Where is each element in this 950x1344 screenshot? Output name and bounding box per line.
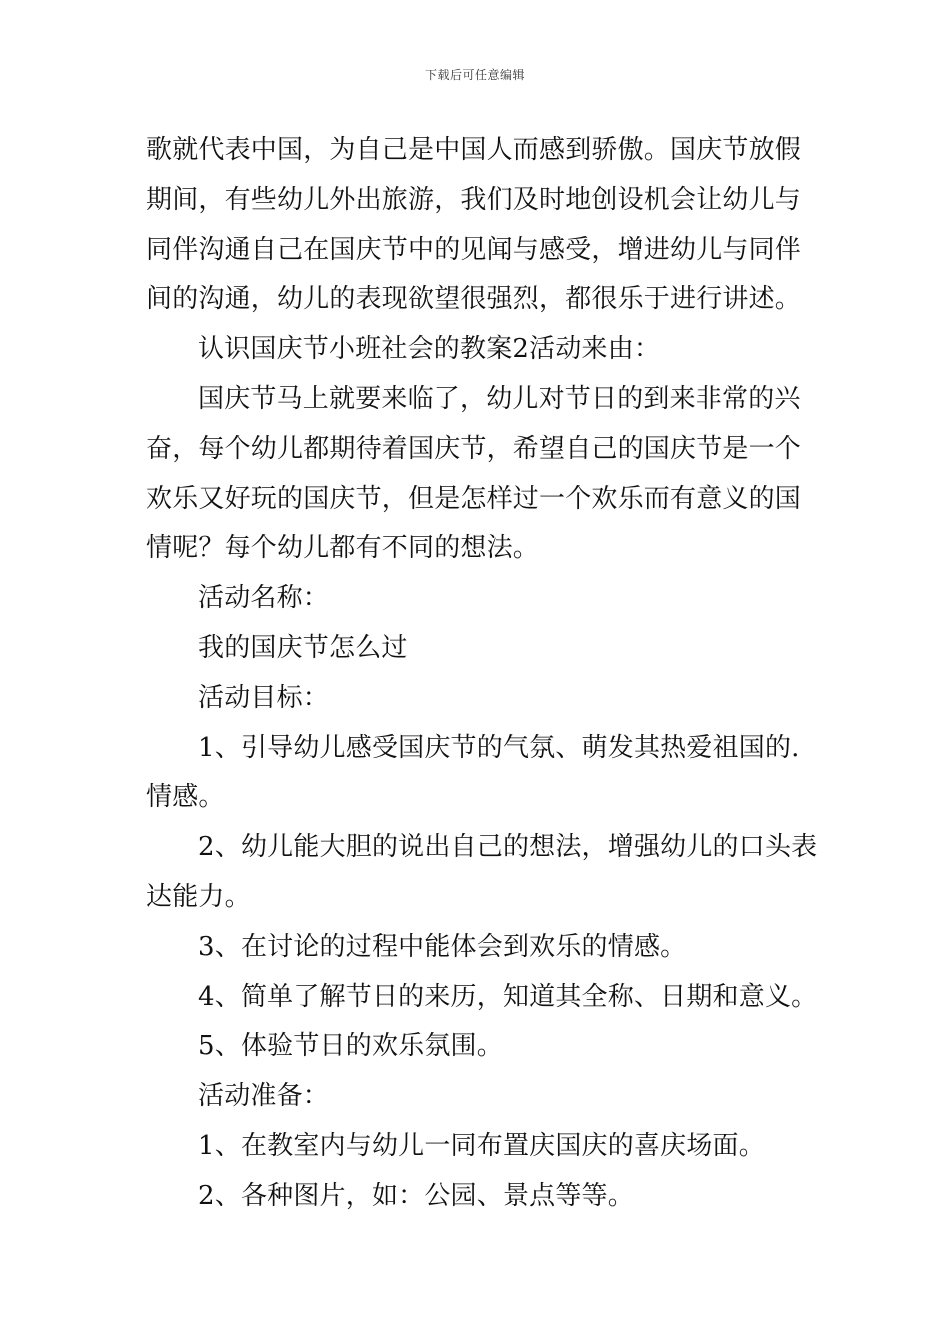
- section-heading: 认识国庆节小班社会的教案2活动来由：: [198, 334, 661, 365]
- section-heading: 活动目标：: [198, 682, 330, 713]
- text-line: 国庆节马上就要来临了，幼儿对节日的到来非常的兴: [198, 383, 801, 414]
- page-header: 下载后可任意编辑: [424, 68, 525, 82]
- text-line: 我的国庆节怎么过: [198, 632, 408, 663]
- text-line: 歌就代表中国，为自己是中国人而感到骄傲。国庆节放假: [146, 135, 802, 165]
- list-item: 3、在讨论的过程中能体会到欢乐的情感。: [198, 931, 687, 962]
- text-line: 情呢？每个幼儿都有不同的想法。: [146, 533, 540, 564]
- list-item: 2、幼儿能大胆的说出自己的想法，增强幼儿的口头表: [198, 832, 818, 863]
- text-line: 情感。: [146, 782, 225, 813]
- text-line: 达能力。: [146, 881, 251, 912]
- section-heading: 活动准备：: [198, 1081, 330, 1112]
- list-item: 1、在教室内与幼儿一同布置庆国庆的喜庆场面。: [198, 1130, 765, 1161]
- text-line: 同伴沟通自己在国庆节中的见闻与感受，增进幼儿与同伴: [146, 234, 802, 265]
- document-body: [146, 126, 818, 1222]
- list-item: 5、体验节日的欢乐氛围。: [198, 1031, 503, 1062]
- section-heading: 活动名称：: [198, 583, 330, 614]
- text-line: 欢乐又好玩的国庆节，但是怎样过一个欢乐而有意义的国: [146, 483, 802, 514]
- list-item: 2、各种图片，如：公园、景点等等。: [198, 1180, 634, 1211]
- list-item: 1、引导幼儿感受国庆节的气氛、萌发其热爱祖国的.: [198, 732, 800, 763]
- text-line: 间的沟通，幼儿的表现欲望很强烈，都很乐于进行讲述。: [146, 284, 802, 315]
- list-item: 4、简单了解节日的来历，知道其全称、日期和意义。: [198, 981, 818, 1012]
- text-line: 奋，每个幼儿都期待着国庆节，希望自己的国庆节是一个: [146, 433, 802, 464]
- text-line: 期间，有些幼儿外出旅游，我们及时地创设机会让幼儿与: [146, 184, 802, 215]
